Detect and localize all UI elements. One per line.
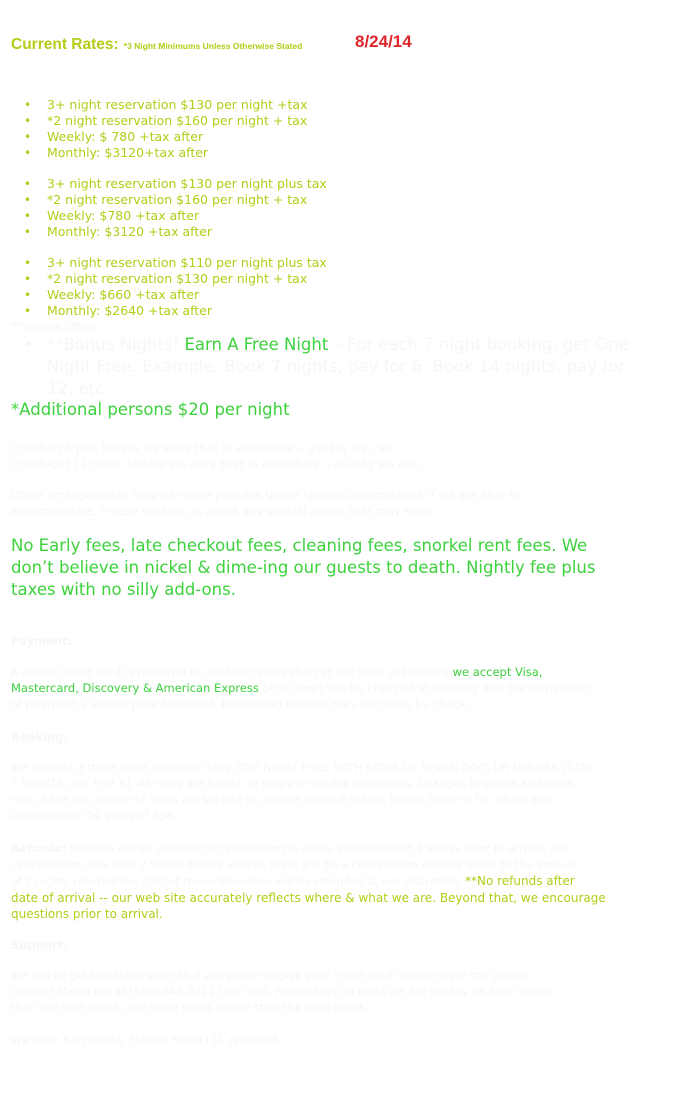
additional-persons: *Additional persons $20 per night (11, 400, 290, 419)
bonus-suffix: – For each 7 night booking, get One (328, 335, 629, 354)
refunds-label: Refunds: (11, 842, 67, 855)
list-item: • *2 night reservation $130 per night + tax (24, 271, 308, 286)
refunds-paragraph: Refunds: Refunds will be provided if cancellation is made a minimum of 2 weeks prior to arrival. For cancellations less than 2 weeks before arrival, there will be a cancellation penalty equal to the amount of 2 nights reservation, cost of reservation fees will be refunded at our discretion. **No refunds after date of arrival -- our web site accurately reflects where & what we are. Beyond that, we encourage questions prior to arrival. (11, 842, 606, 921)
cards-accepted-highlight: we accept Visa, (452, 665, 543, 679)
checkout-line: Check-out 11 noon. Unless we work that in elsewhere – usually we can. (11, 457, 423, 471)
list-item: • 3+ night reservation $130 per night +tax (24, 97, 308, 112)
list-item: • 3+ night reservation $130 per night plus tax (24, 176, 327, 191)
booking-heading: Booking: (11, 730, 69, 744)
rates-header (11, 34, 302, 54)
list-item: • Weekly: $780 +tax after (24, 208, 200, 223)
no-fees-line-2: don’t believe in nickel & dime-ing our guests to death. Nightly fee plus (11, 558, 596, 577)
rate-list (0, 176, 681, 240)
card-types-highlight: Mastercard, Discovery & American Express (11, 681, 259, 695)
list-item: • Monthly: $3120+tax after (24, 145, 209, 160)
rate-list (0, 97, 681, 161)
bonus-line-2: Night Free. Example: Book 7 nights, pay for 6. Book 14 nights, pay for (47, 357, 625, 376)
rate-list (0, 255, 681, 319)
booking-text: We request a three night minimum stay. ONE NIGHT FREE WITH STAYS OF SEVEN DAYS OR LONGER (STAY 7 NIGHTS, PAY FOR 6). All rates are based on single or double occupancy. Changes to prices and rates may, have not, notice of them are subject to change without notice. Hands Dolce is for adults and children over 14 years of age. (11, 761, 593, 822)
rates-date: 8/24/14 (355, 32, 412, 51)
payment-line-2: Mastercard, Discovery & American Express 50% down will be charged at booking and the remainder (11, 681, 590, 695)
list-item: • Weekly: $660 +tax after (24, 287, 200, 302)
list-item: • 3+ night reservation $110 per night plus tax (24, 255, 327, 270)
arrangements-line-1: Other arrangements may be made possible under special circumstance if we are able to (11, 488, 521, 502)
bonus-line-3: 12, etc. (47, 379, 110, 398)
list-item: • Weekly: $ 780 +tax after (24, 129, 204, 144)
bonus-prefix: **Bonus Nights! (47, 335, 180, 354)
no-fees-paragraph (11, 535, 595, 601)
support-text: We will be glad to assist you call if you prefer to give your credit card number over the phone. Contact Marco Jon at (555) 543-2211 (our cell). Please keep in mind we are usually an hour earlier than the east coast, and three hours earlier than the west coast. (11, 969, 554, 1014)
arrangements-line-2: accommodate. Please contact us about any special needs that may exist. (11, 504, 436, 518)
no-refunds-highlight: **No refunds after (461, 874, 575, 888)
support-heading: Support: (11, 938, 68, 952)
payment-line-1: A major credit card is required to confirm reservation at the time of booking;we accept Visa, (11, 665, 543, 679)
footer-line: We offer Barracuda, Hawaii State I.D. required... (11, 1033, 289, 1047)
list-item: • *2 night reservation $160 per night + tax (24, 192, 308, 207)
payment-heading: Payment: (11, 634, 73, 648)
free-night-highlight: Earn A Free Night (184, 335, 329, 354)
payment-line-3: of payment 2 weeks prior to arrival. Remaining deposit may be made by check. (11, 697, 471, 711)
list-item: • Monthly: $3120 +tax after (24, 224, 213, 239)
special-offers-label: **Special Offers (11, 320, 99, 333)
minimum-note: *3 Night Minimums Unless Otherwise Stated (123, 41, 303, 51)
rates-title: Current Rates: (11, 36, 119, 53)
list-item: • *2 night reservation $160 per night + tax (24, 113, 308, 128)
no-fees-line-3: taxes with no silly add-ons. (11, 580, 236, 599)
list-item: • Monthly: $2640 +tax after (24, 303, 213, 318)
no-fees-line-1: No Early fees, late checkout fees, cleaning fees, snorkel rent fees. We (11, 536, 588, 555)
checkin-line: Check-in 3 pm. Unless we work that in elsewhere – usually we can. (11, 441, 397, 455)
